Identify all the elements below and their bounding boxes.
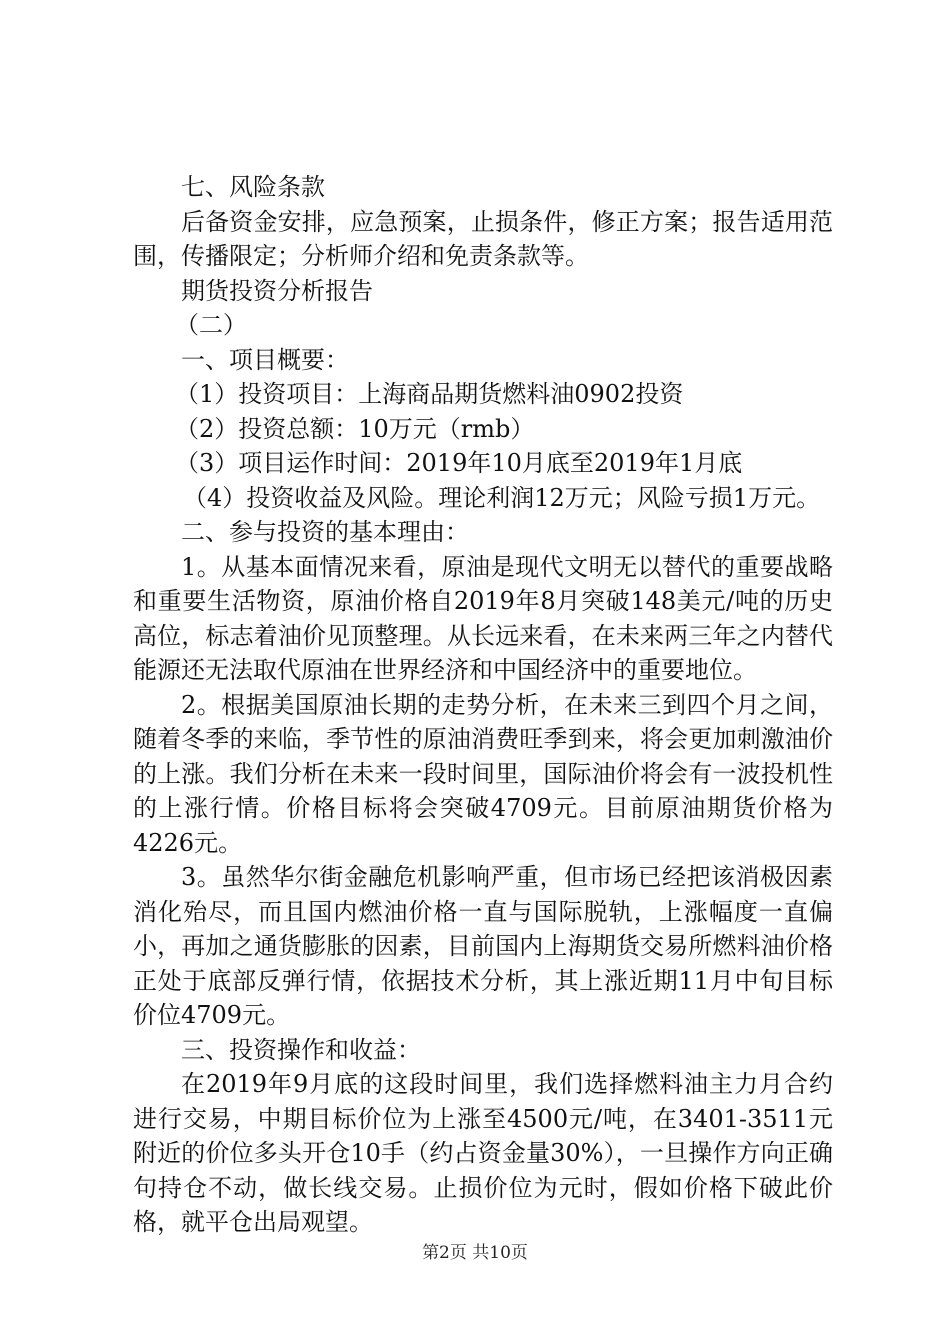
summary-item-return-risk: （4）投资收益及风险。理论利润12万元；风险亏损1万元。: [183, 483, 821, 512]
reason-paragraph-3: 3。虽然华尔街金融危机影响严重，但市场已经把该消极因素消化殆尽，而且国内燃油价格一直与国际脱轨，上涨幅度一直偏小，再加之通货膨胀的因素，目前国内上海期货交易所燃料油价格正处于底部反弹行情，依据技术分析，其上涨近期11月中旬目标价位4709元。: [133, 863, 833, 1029]
document-body: [133, 170, 833, 1240]
reason-paragraph-2: 2。根据美国原油长期的走势分析，在未来三到四个月之间，随着冬季的来临，季节性的原油消费旺季到来，将会更加刺激油价的上涨。我们分析在未来一段时间里，国际油价将会有一波投机性的上涨行情。价格目标将会突破4709元。目前原油期货价格为4226元。: [133, 690, 833, 857]
summary-item-amount: （2）投资总额：10万元（rmb）: [175, 414, 535, 443]
paragraph-risk-terms: 后备资金安排，应急预案，止损条件，修正方案；报告适用范围，传播限定；分析师介绍和免责条款等。: [133, 207, 833, 270]
section-heading-reasons: 二、参与投资的基本理由：: [181, 518, 469, 546]
summary-item-period: （3）项目运作时间：2019年10月底至2019年1月底: [175, 449, 743, 477]
summary-item-project: （1）投资项目：上海商品期货燃料油0902投资: [175, 380, 684, 408]
report-title: 期货投资分析报告: [181, 276, 373, 305]
section-heading-operation: 三、投资操作和收益：: [181, 1035, 421, 1064]
reason-paragraph-1: 1。从基本面情况来看，原油是现代文明无以替代的重要战略和重要生活物资，原油价格自2019年8月突破148美元/吨的历史高位，标志着油价见顶整理。从长远来看，在未来两三年之内替代能源还无法取代原油在世界经济和中国经济中的重要地位。: [133, 552, 833, 684]
operation-paragraph: 在2019年9月底的这段时间里，我们选择燃料油主力月合约进行交易，中期目标价位为上涨至4500元/吨，在3401-3511元附近的价位多头开仓10手（约占资金量30%），一旦操作方向正确句持仓不动，做长线交易。止损价位为元时，假如价格下破此价格，就平仓出局观望。: [133, 1070, 833, 1236]
report-part-number: （二）: [175, 311, 247, 339]
page-number-footer: 第2页 共10页: [422, 1243, 528, 1263]
section-heading-project-summary: 一、项目概要：: [181, 345, 349, 374]
section-heading-risk-terms: 七、风险条款: [181, 173, 325, 201]
